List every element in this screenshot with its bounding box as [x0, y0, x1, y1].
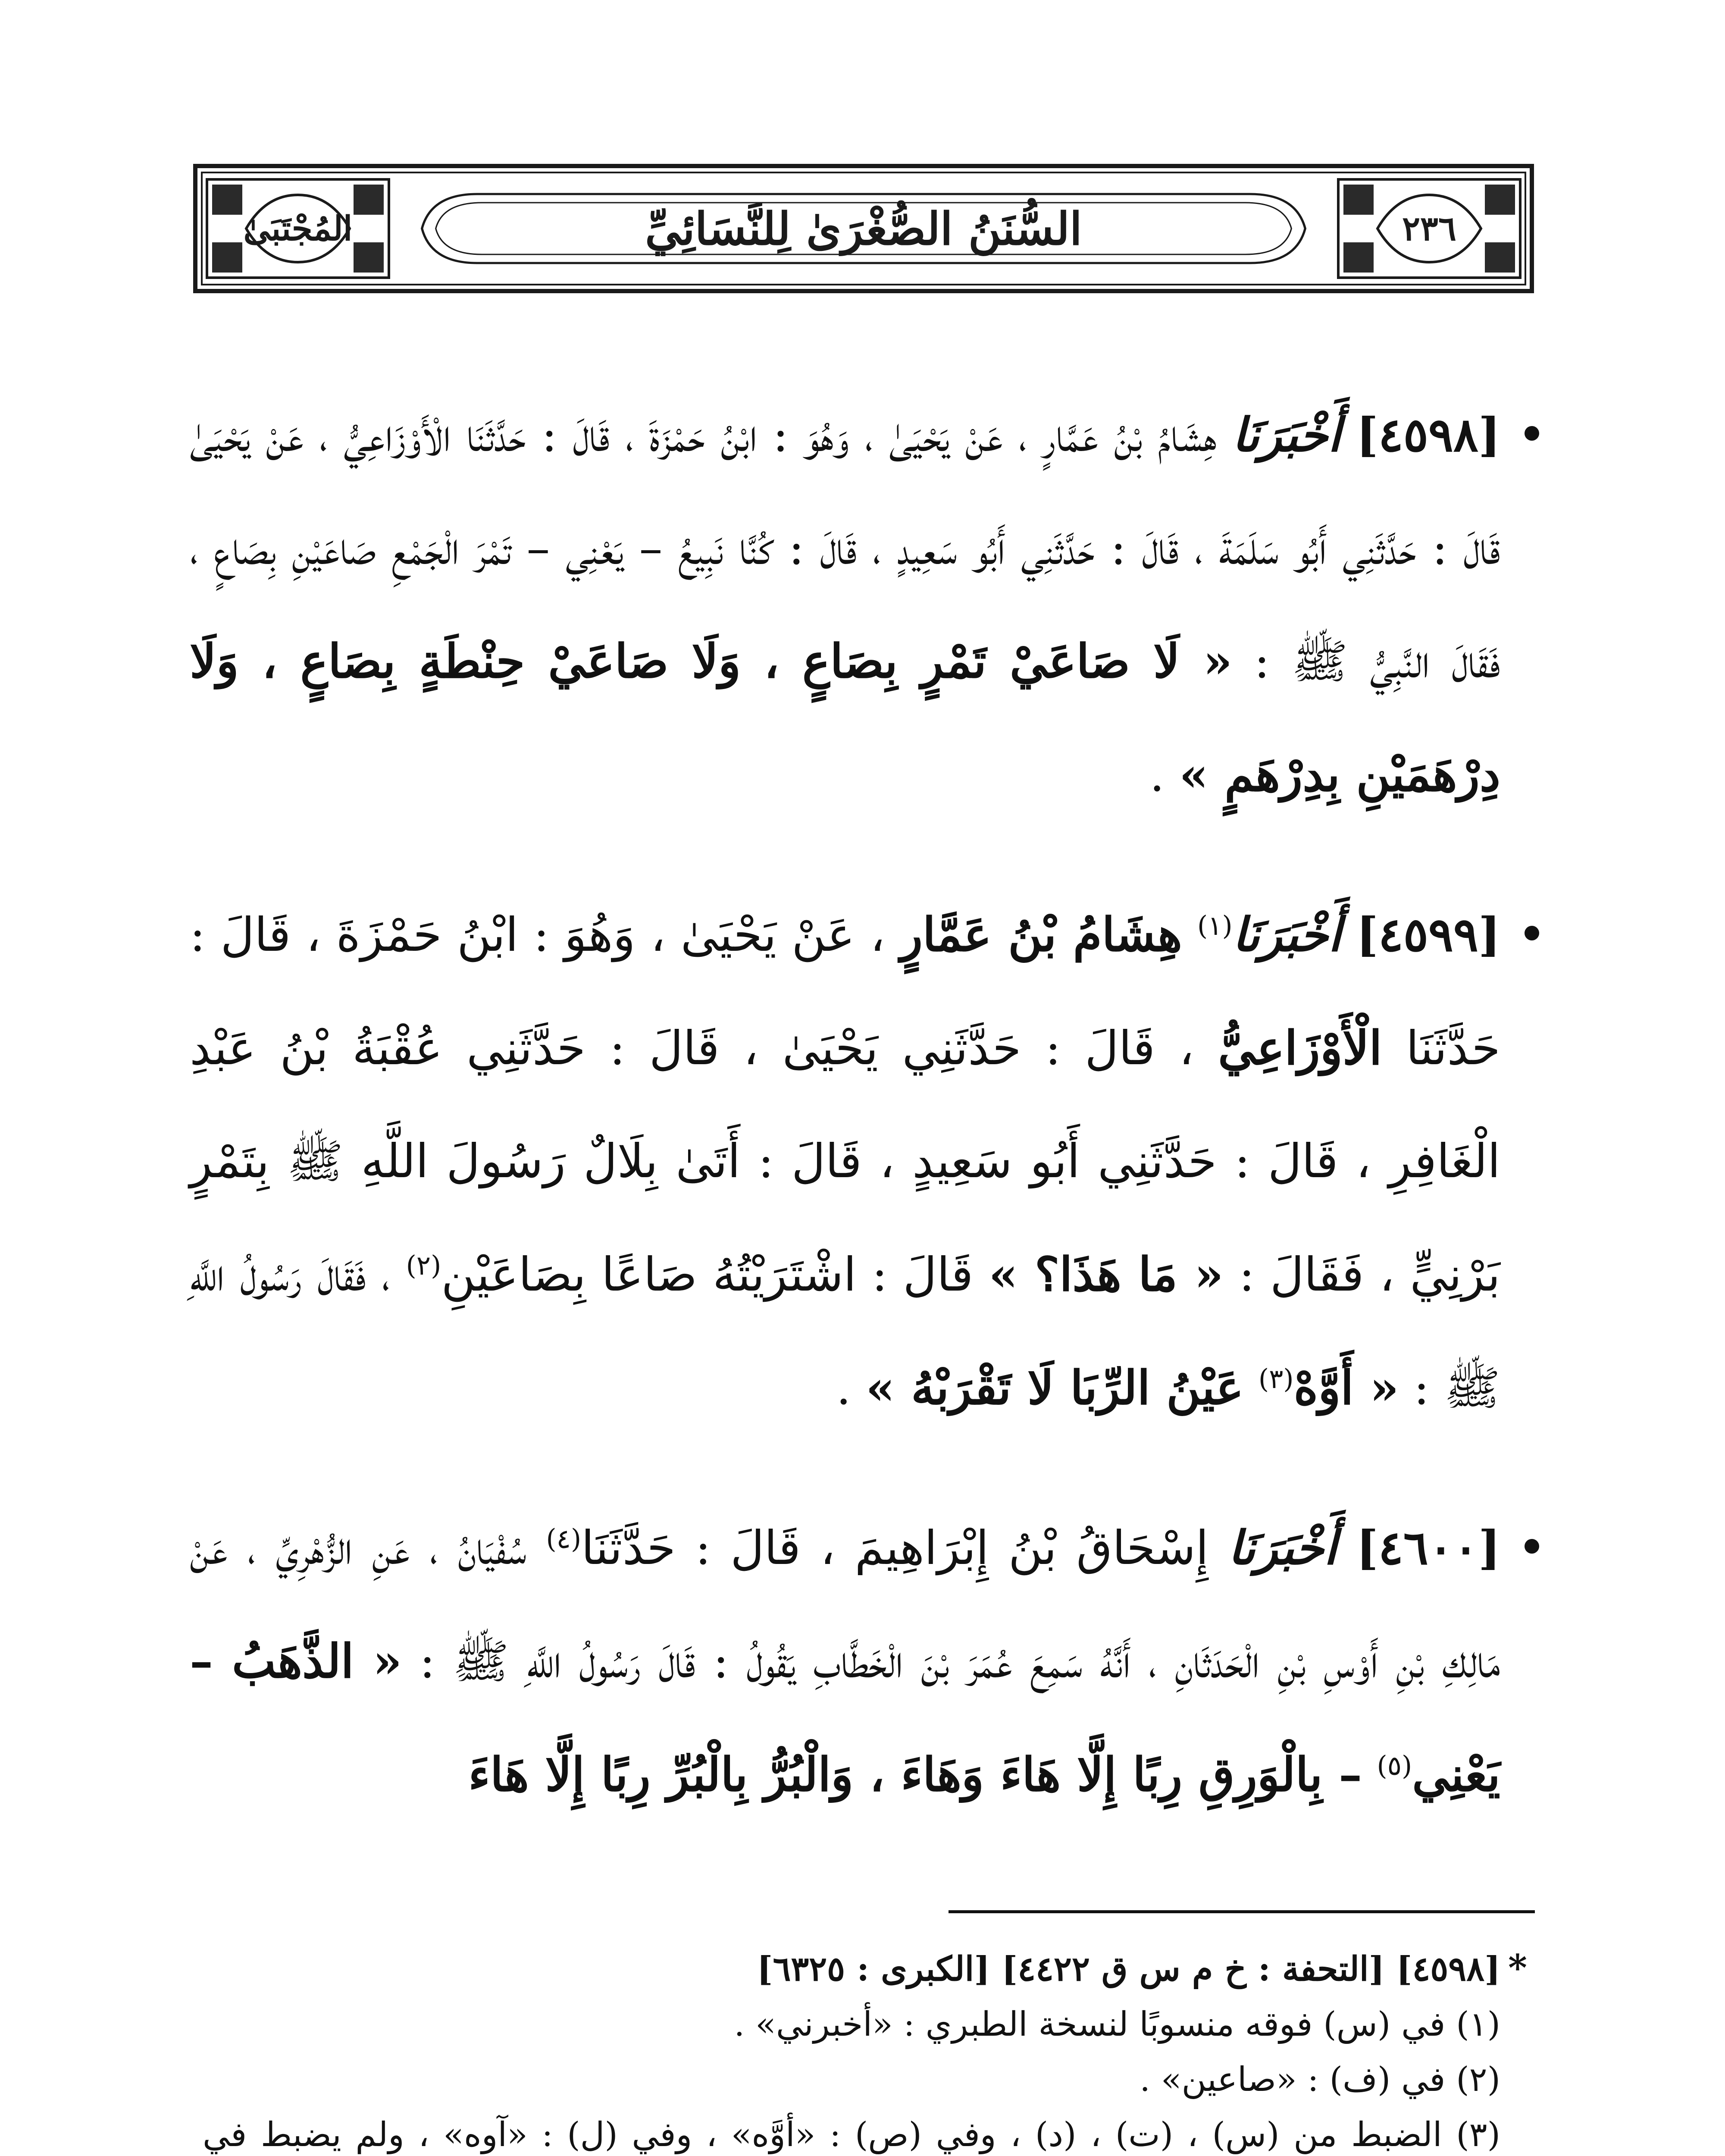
footnote-ref-4: (٤) — [546, 1523, 582, 1554]
footnote-2: (٢) في (ف) : «صاعين» . — [1140, 2060, 1500, 2099]
hadith-text: ، عَنْ يَحْيَىٰ ، وَهُوَ : ابْنُ حَمْزَةَ ، قَالَ : حَدَّثَنَا — [190, 908, 1501, 1075]
hadith-text: إِسْحَاقُ بْنُ إِبْرَاهِيمَ ، قَالَ : حَدَّثَنَا — [581, 1521, 1209, 1575]
footnote-ref-3: (٣) — [1258, 1363, 1294, 1395]
prophetic-quote: « لَا صَاعَيْ تَمْرٍ بِصَاعٍ ، وَلَا صَاعَيْ حِنْطَةٍ بِصَاعٍ ، وَلَا دِرْهَمَيْنِ بِدِرْهَمٍ » — [190, 634, 1500, 802]
akhbarana-word: أَخْبَرَنَا — [1232, 908, 1341, 962]
bullet-icon — [1525, 426, 1539, 441]
hadith-4600 — [190, 1492, 1539, 1832]
hadith-text: هِشَامُ بْنُ عَمَّارٍ ، عَنْ يَحْيَىٰ ، وَهُوَ : ابْنُ حَمْزَةَ ، قَالَ : حَدَّثَنَا الْأَوْزَاعِيُّ ، عَنْ يَحْيَىٰ قَالَ : حَدَّثَنِي أَبُو سَلَمَةَ ، قَالَ : حَدَّثَنِي أَبُو سَعِيدٍ ، قَالَ : كُنَّا نَبِيعُ – يَعْنِي – تَمْرَ الْجَمْعِ صَاعَيْنِ بِصَاعٍ ، فَقَالَ النَّبِيُّ ﷺ : — [190, 408, 1500, 689]
akhbarana-word: أَخْبَرَنَا — [1228, 1521, 1337, 1575]
prophetic-quote: عَيْنُ الرِّبَا لَا تَقْرَبْهُ » — [866, 1361, 1244, 1415]
hadith-text: ، قَالَ : حَدَّثَنِي يَحْيَىٰ ، قَالَ : حَدَّثَنِي عُقْبَةُ بْنُ عَبْدِ الْغَافِرِ ، قَالَ : حَدَّثَنِي أَبُو سَعِيدٍ ، قَالَ : أَتَىٰ بِلَالٌ رَسُولَ اللَّهِ ﷺ بِتَمْرٍ بَرْنِيٍّ ، فَقَالَ : — [190, 1022, 1500, 1302]
page-number: ٢٣٦ — [1402, 209, 1456, 248]
bullet-icon — [1525, 1539, 1539, 1554]
footnote-ref-5: (٥) — [1377, 1750, 1412, 1781]
prophetic-quote: « الذَّهَبُ – يَعْنِي — [190, 1634, 1500, 1802]
page-number-ornament — [1337, 178, 1522, 279]
narrator-name: هِشَامُ بْنُ عَمَّارٍ — [900, 908, 1182, 962]
narrator-name: الْأَوْزَاعِيُّ — [1218, 1021, 1382, 1075]
bullet-icon — [1525, 926, 1539, 940]
hadith-text: ، فَقَالَ رَسُولُ اللَّهِ ﷺ : — [190, 1248, 1500, 1415]
footnotes — [203, 1940, 1535, 2156]
page-title: السُّنَنُ الصُّغْرَىٰ لِلنَّسَائِيِّ — [645, 202, 1082, 255]
akhbarana-word: أَخْبَرَنَا — [1232, 408, 1341, 462]
main-text — [190, 332, 1539, 1853]
takhrij-text: [٤٥٩٨] [التحفة : خ م س ق ٤٤٢٢] [الكبرى : ٦٣٢٥] — [757, 1949, 1500, 1989]
hadith-number: [٤٥٩٩] — [1356, 908, 1500, 962]
footnote-3: (٣) الضبط من (س) ، (ت) ، (د) ، وفي (ص) : «أوَّه» ، وفي (ل) : «آوه» ، ولم يضبط في — [203, 2115, 1500, 2154]
page-header — [193, 164, 1534, 293]
hadith-4599 — [190, 878, 1539, 1445]
title-cartouche — [404, 185, 1324, 272]
hadith-4598 — [190, 379, 1539, 832]
hadith-number: [٤٦٠٠] — [1356, 1521, 1500, 1575]
hadith-end: . — [836, 1361, 866, 1415]
hadith-number: [٤٥٩٨] — [1356, 408, 1500, 462]
hadith-end: . — [1149, 748, 1180, 802]
series-ornament — [205, 178, 391, 279]
footnote-ref-1: (١) — [1197, 910, 1233, 941]
series-name: المُجْتَبَىٰ — [243, 209, 353, 248]
footnote-ref-2: (٢) — [406, 1250, 441, 1281]
hadith-text: سُفْيَانُ ، عَنِ الزُّهْرِيِّ ، عَنْ مَالِكِ بْنِ أَوْسِ بْنِ الْحَدَثَانِ ، أَنَّهُ سَمِعَ عُمَرَ بْنَ الْخَطَّابِ يَقُولُ : قَالَ رَسُولُ اللَّهِ ﷺ : — [190, 1521, 1500, 1689]
footnote-1: (١) في (س) فوقه منسوبًا لنسخة الطبري : «أخبرني» . — [734, 2005, 1500, 2044]
hadith-text: قَالَ : اشْتَرَيْتُهُ صَاعًا بِصَاعَيْنِ — [441, 1248, 974, 1302]
prophetic-quote: – بِالْوَرِقِ رِبًا إِلَّا هَاءَ وَهَاءَ ، وَالْبُرُّ بِالْبُرِّ رِبًا إِلَّا هَاءَ — [468, 1748, 1362, 1802]
footnote-divider — [949, 1910, 1535, 1913]
prophetic-quote: « أَوَّهْ — [1293, 1361, 1399, 1415]
star-icon: * — [1508, 1946, 1527, 1989]
prophetic-quote: « مَا هَذَا؟ » — [989, 1247, 1224, 1302]
takhrij-4598 — [203, 1940, 1535, 1997]
